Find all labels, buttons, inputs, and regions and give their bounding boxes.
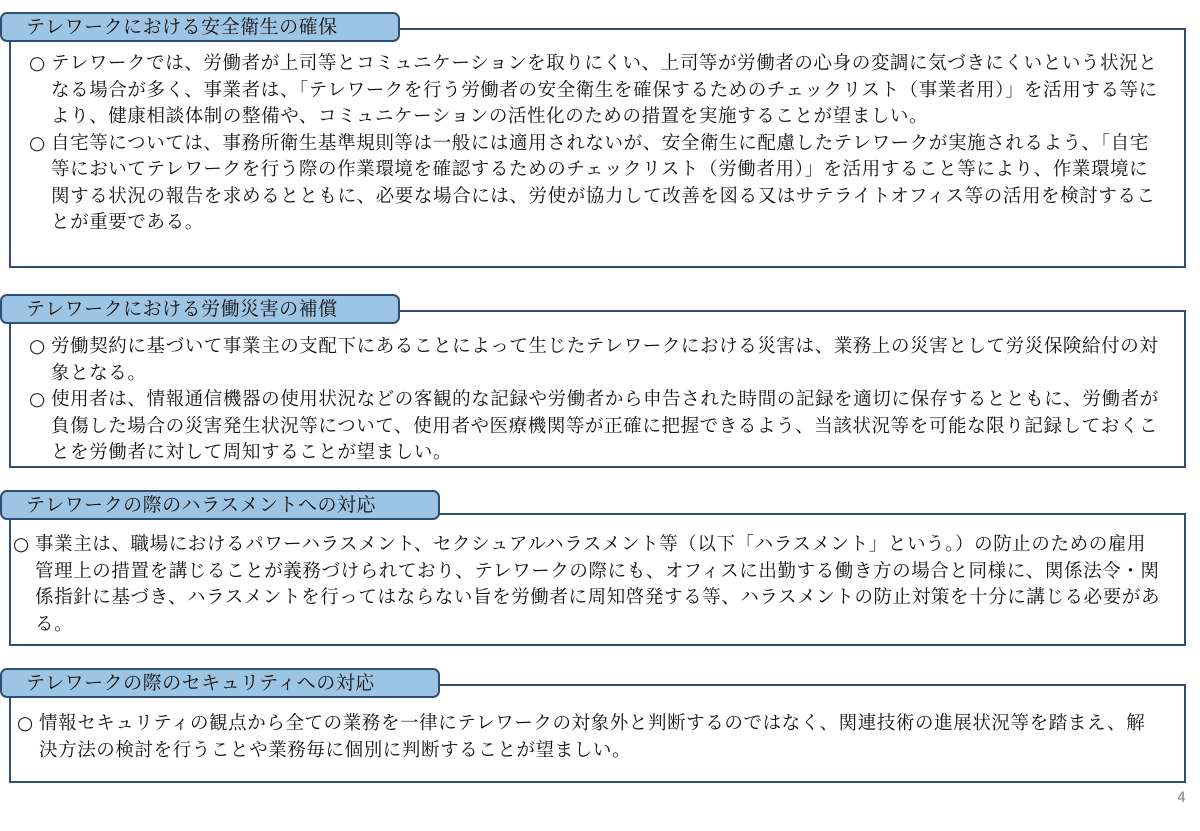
- section-box: [9, 28, 1186, 268]
- section-box: [9, 684, 1186, 783]
- section-safety-health: [0, 12, 1186, 268]
- paragraph-text: 使用者は、情報通信機器の使用状況などの客観的な記録や労働者から申告された時間の記録を適切に保存するとともに、労働者が負傷した場合の災害発生状況等について、使用者や医療機関等が正確に把握できるよう、当該状況等を可能な限り記録しておくことを労働者に対して周知することが望ましい。: [51, 389, 1159, 463]
- bullet-circle: ○: [29, 53, 46, 74]
- paragraph-text: 自宅等については、事務所衛生基準規則等は一般には適用されないが、安全衛生に配慮したテレワークが実施されるよう、「自宅等においてテレワークを行う際の作業環境を確認するためのチェックリスト（労働者用）」を活用すること等により、作業環境に関する状況の報告を求めるとともに、必要な場合には、労使が協力して改善を図る又はサテライトオフィス等の活用を検討することが重要である。: [51, 132, 1156, 233]
- page-number: 4: [1177, 790, 1186, 806]
- paragraph-text: 事業主は、職場におけるパワーハラスメント、セクシュアルハラスメント等（以下「ハラスメント」という。）の防止のための雇用管理上の措置を講じることが義務づけられており、テレワークの際にも、オフィスに出勤する働き方の場合と同様に、関係法令・関係指針に基づき、ハラスメントを行ってはならない旨を労働者に周知啓発する等、ハラスメントの防止対策を十分に講じる必要がある。: [35, 534, 1161, 635]
- paragraph: [13, 532, 1164, 638]
- paragraph: [17, 711, 1164, 764]
- bullet-circle: ○: [29, 389, 46, 410]
- bullet-circle: ○: [17, 713, 34, 734]
- paragraph-text: 労働契約に基づいて事業主の支配下にあることによって生じたテレワークにおける災害は、業務上の災害として労災保険給付の対象となる。: [51, 336, 1159, 384]
- section-heading: テレワークにおける安全衛生の確保: [0, 12, 400, 42]
- bullet-circle: ○: [13, 534, 30, 555]
- paragraph-text: テレワークでは、労働者が上司等とコミュニケーションを取りにくい、上司等が労働者の心身の変調に気づきにくいという状況となる場合が多く、事業者は、「テレワークを行う労働者の安全衛生を確保するためのチェックリスト（事業者用）」を活用する等により、健康相談体制の整備や、コミュニケーションの活性化のための措置を実施することが望ましい。: [51, 53, 1158, 127]
- section-accident-compensation: [0, 294, 1186, 468]
- bullet-circle: ○: [29, 132, 46, 154]
- paragraph: [29, 387, 1164, 467]
- section-harassment: [0, 490, 1186, 646]
- bullet-circle: ○: [29, 336, 46, 357]
- paragraph: [29, 334, 1164, 387]
- section-heading: テレワークにおける労働災害の補償: [0, 294, 400, 324]
- section-box: [9, 310, 1186, 468]
- section-security: [0, 668, 1186, 783]
- paragraph: [29, 131, 1164, 237]
- section-box: [9, 513, 1186, 646]
- paragraph-text: 情報セキュリティの観点から全ての業務を一律にテレワークの対象外と判断するのではなく、関連技術の進展状況等を踏まえ、解決方法の検討を行うことや業務毎に個別に判断することが望ましい。: [39, 713, 1146, 761]
- section-heading: テレワークの際のハラスメントへの対応: [0, 490, 440, 520]
- section-heading: テレワークの際のセキュリティへの対応: [0, 668, 440, 698]
- paragraph: [29, 51, 1164, 131]
